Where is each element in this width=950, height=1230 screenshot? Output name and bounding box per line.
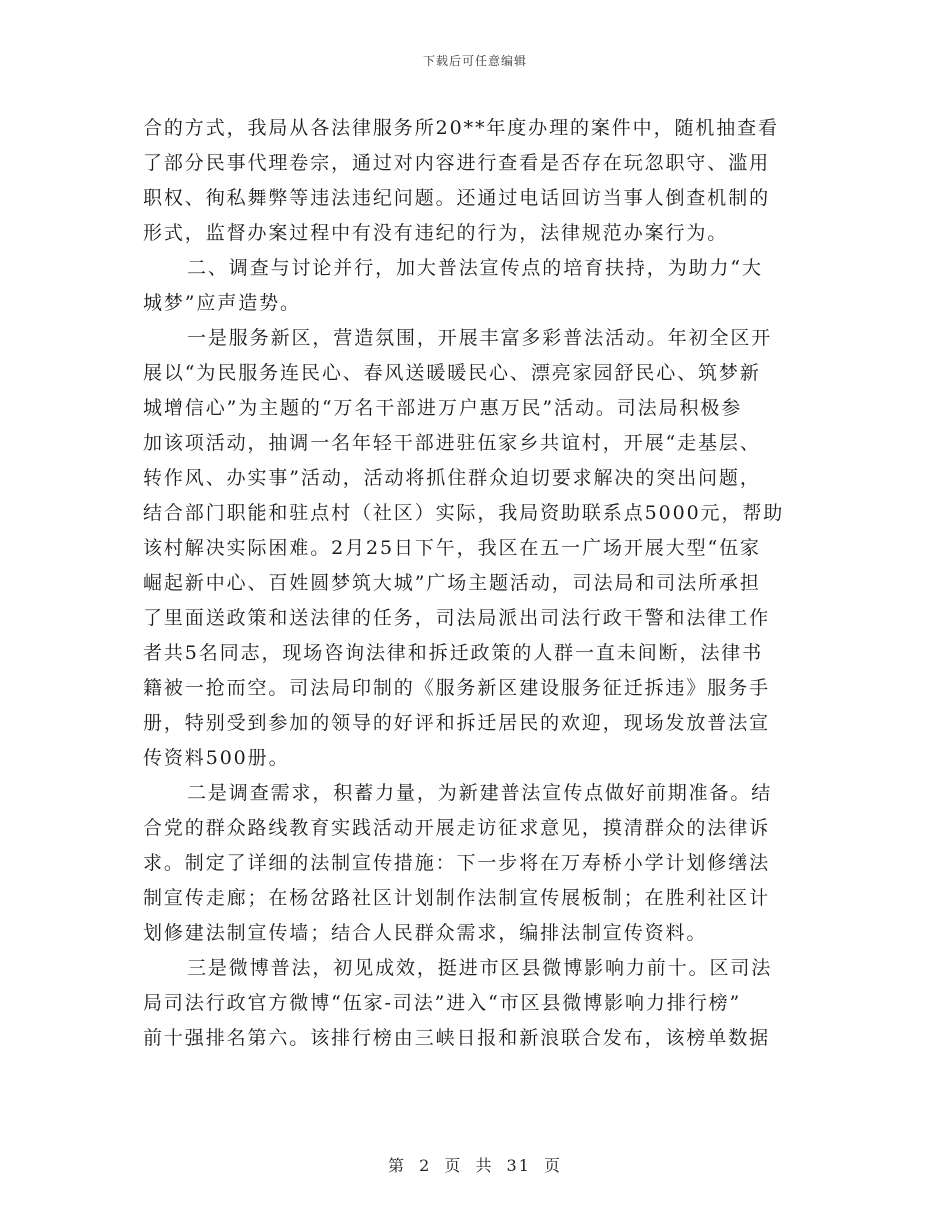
- paragraph-line: 职权、徇私舞弊等违法违纪问题。还通过电话回访当事人倒查机制的: [143, 187, 771, 209]
- paragraph-line: 合的方式，我局从各法律服务所20**年度办理的案件中，随机抽查看: [143, 117, 779, 139]
- paragraph-line: 籍被一抢而空。司法局印制的《服务新区建设服务征迁拆违》服务手: [143, 677, 771, 699]
- paragraph-line: 册，特别受到参加的领导的好评和拆迁居民的欢迎，现场发放普法宣: [143, 712, 771, 734]
- document-body: [143, 111, 803, 1056]
- paragraph-line: 形式，监督办案过程中有没有违纪的行为，法律规范办案行为。: [143, 222, 729, 244]
- paragraph-line: 展以“为民服务连民心、春风送暖暖民心、漂亮家园舒民心、筑梦新: [143, 362, 761, 384]
- paragraph-line: 局司法行政官方微博“伍家-司法”进入“市区县微博影响力排行榜”: [143, 992, 742, 1014]
- paragraph-line: 了部分民事代理卷宗，通过对内容进行查看是否存在玩忽职守、滥用: [143, 152, 771, 174]
- paragraph-line: 求。制定了详细的法制宣传措施：下一步将在万寿桥小学计划修缮法: [143, 852, 771, 874]
- paragraph-first-line: 二、调查与讨论并行，加大普法宣传点的培育扶持，为助力“大: [187, 257, 763, 279]
- paragraph-line: 合党的群众路线教育实践活动开展走访征求意见，摸清群众的法律诉: [143, 817, 771, 839]
- paragraph-first-line: 二是调查需求，积蓄力量，为新建普法宣传点做好前期准备。结: [187, 782, 773, 804]
- paragraph-line: 前十强排名第六。该排行榜由三峡日报和新浪联合发布，该榜单数据: [143, 1027, 771, 1049]
- paragraph-line: 该村解决实际困难。2月25日下午，我区在五一广场开展大型“伍家: [143, 537, 761, 559]
- paragraph-first-line: 三是微博普法，初见成效，挺进市区县微博影响力前十。区司法: [187, 957, 773, 979]
- paragraph-line: 城增信心”为主题的“万名干部进万户惠万民”活动。司法局积极参: [143, 397, 743, 419]
- page-header-note: 下载后可任意编辑: [422, 54, 527, 68]
- paragraph-line: 结合部门职能和驻点村（社区）实际，我局资助联系点5000元，帮助: [143, 502, 785, 524]
- paragraph-line: 转作风、办实事”活动，活动将抓住群众迫切要求解决的突出问题，: [143, 467, 761, 489]
- page-number-footer: 第 2 页 共 31 页: [388, 1156, 562, 1175]
- paragraph-line: 传资料500册。: [143, 747, 290, 769]
- paragraph-line: 城梦”应声造势。: [143, 292, 301, 314]
- paragraph-line: 加该项活动，抽调一名年轻干部进驻伍家乡共谊村，开展“走基层、: [143, 432, 761, 454]
- paragraph-line: 划修建法制宣传墙；结合人民群众需求，编排法制宣传资料。: [143, 922, 708, 944]
- paragraph-line: 制宣传走廊；在杨岔路社区计划制作法制宣传展板制；在胜利社区计: [143, 887, 771, 909]
- paragraph-line: 者共5名同志，现场咨询法律和拆迁政策的人群一直未间断，法律书: [143, 642, 764, 664]
- paragraph-line: 崛起新中心、百姓圆梦筑大城”广场主题活动，司法局和司法所承担: [143, 572, 761, 594]
- paragraph-line: 了里面送政策和送法律的任务，司法局派出司法行政干警和法律工作: [143, 607, 771, 629]
- paragraph-first-line: 一是服务新区，营造氛围，开展丰富多彩普法活动。年初全区开: [187, 327, 773, 349]
